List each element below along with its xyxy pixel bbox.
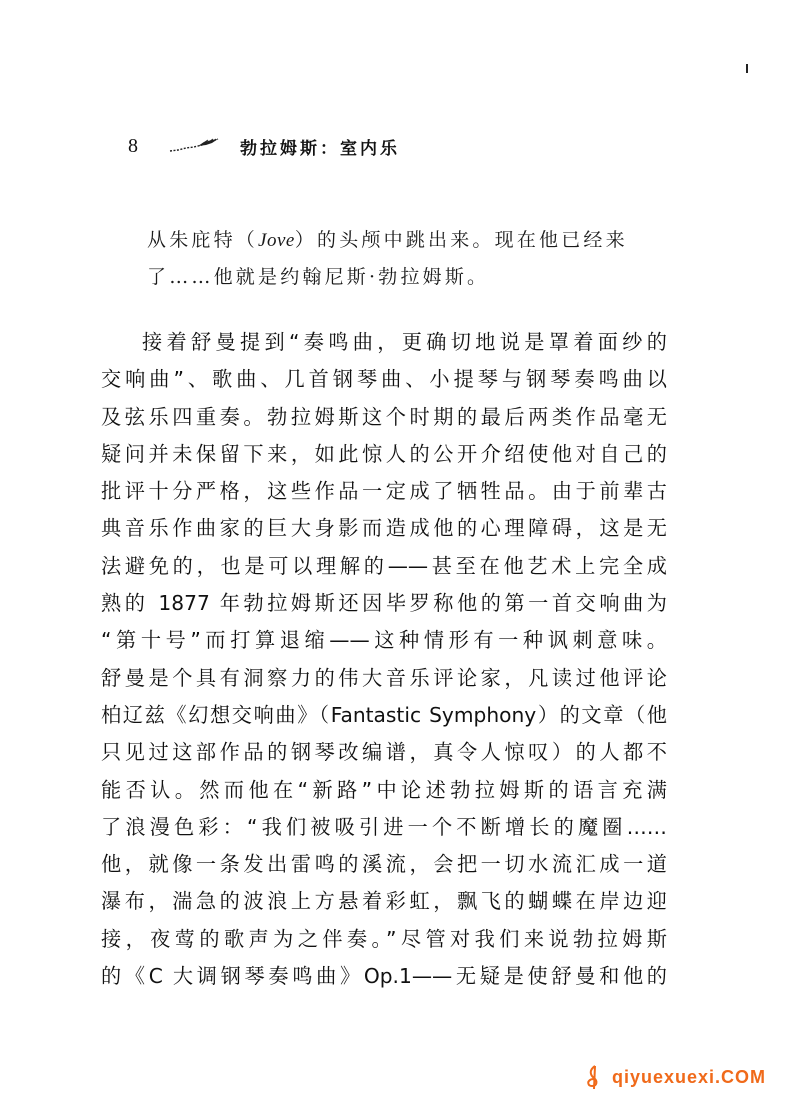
body-line: 舒曼是个具有洞察力的伟大音乐评论家，凡读过他评论 (101, 665, 667, 690)
body-line: 的《C 大调钢琴奏鸣曲》Op.1——无疑是使舒曼和他的 (101, 964, 667, 989)
body-line: “第十号”而打算退缩——这种情形有一种讽刺意味。 (101, 628, 667, 653)
quote-line-1: 从朱庇特（Jove）的头颅中跳出来。现在他已经来 (147, 229, 628, 251)
body-line: 只见过这部作品的钢琴改编谱，真令人惊叹）的人都不 (101, 740, 667, 765)
page-header (128, 132, 688, 160)
body-line: 批评十分严格，这些作品一定成了牺牲品。由于前辈古 (101, 479, 667, 504)
body-line: 柏辽兹《幻想交响曲》（Fantastic Symphony）的文章（他 (101, 702, 667, 727)
body-line: 交响曲”、歌曲、几首钢琴曲、小提琴与钢琴奏鸣曲以 (101, 367, 667, 392)
body-line: 了浪漫色彩：“我们被吸引进一个不断增长的魔圈…… (101, 814, 667, 839)
quote-block (147, 222, 667, 295)
body-line: 典音乐作曲家的巨大身影而造成他的心理障碍，这是无 (101, 516, 667, 541)
quote-line-2: 了……他就是约翰尼斯·勃拉姆斯。 (147, 266, 490, 288)
body-paragraph (101, 324, 667, 995)
body-line: 疑问并未保留下来，如此惊人的公开介绍使他对自己的 (101, 441, 667, 466)
body-line: 能否认。然而他在“新路”中论述勃拉姆斯的语言充满 (101, 777, 667, 802)
body-line: 接着舒曼提到“奏鸣曲，更确切地说是罩着面纱的 (142, 330, 667, 354)
body-line: 瀑布，湍急的波浪上方悬着彩虹，飘飞的蝴蝶在岸边迎 (101, 889, 667, 914)
running-title: 勃拉姆斯：室内乐 (240, 138, 400, 159)
page-number: 8 (128, 134, 138, 157)
body-line: 熟的 1877 年勃拉姆斯还因毕罗称他的第一首交响曲为 (101, 591, 667, 616)
body-line: 他，就像一条发出雷鸣的溪流，会把一切水流汇成一道 (101, 852, 667, 877)
body-line: 接，夜莺的歌声为之伴奏。”尽管对我们来说勃拉姆斯 (101, 926, 667, 951)
site-watermark (581, 1064, 766, 1090)
body-line: 法避免的，也是可以理解的——甚至在他艺术上完全成 (101, 553, 667, 578)
corner-mark (746, 64, 748, 73)
latin-name: Jove (258, 230, 295, 251)
feather-ornament-icon (168, 137, 220, 155)
body-line: 及弦乐四重奏。勃拉姆斯这个时期的最后两类作品毫无 (101, 404, 667, 429)
watermark-text: qiyuexuexi.COM (611, 1066, 766, 1087)
treble-clef-icon (581, 1064, 607, 1090)
